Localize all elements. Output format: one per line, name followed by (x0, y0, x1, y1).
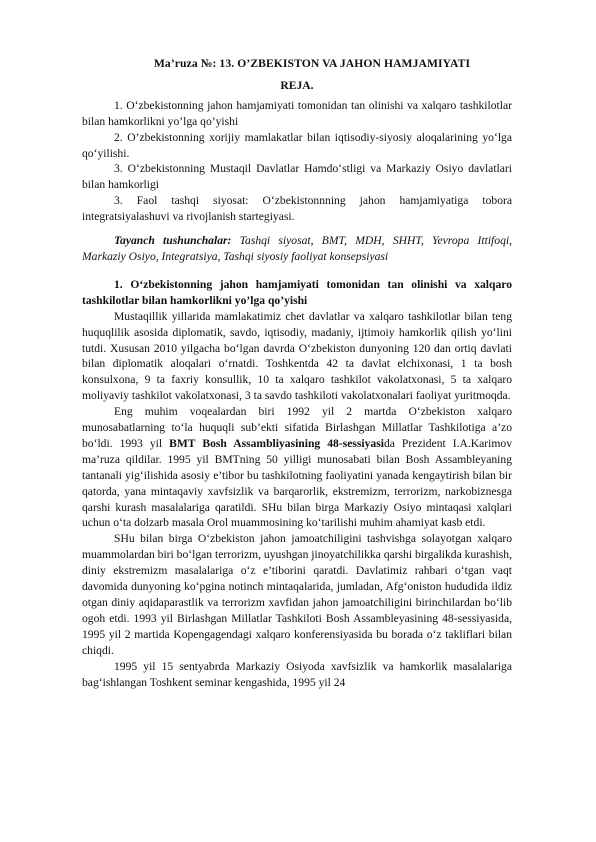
plan-item-text: O‘zbekistonning Mustaqil Davlatlar Hamdo‘stligi va Markaziy Osiyo davlatlari bilan hamkorligi (82, 162, 512, 192)
keywords-text: Tashqi siyosat, BMT, MDH, SHHT, Yevropa Ittifoqi, Markaziy Osiyo, Integratsiya, Tashqi siyosiy faoliyat konsepsiyasi (82, 234, 512, 263)
plan-item-4 (82, 193, 512, 225)
plan-heading: REJA. (280, 78, 314, 92)
document-page (82, 56, 512, 690)
paragraph-2-text-b: da Prezident I.A.Karimov ma’ruza qildilar. 1995 yil BMTning 50 yilligi munosabati bilan Bosh Assambleyaning tantanali yig‘ilishida asosiy e’tibor bu tashkilotning faoliyatini yanada kengaytirish bilan bir qatorda, yana mintaqaviy xavfsizlik va barqarorlik, ekstremizm, terrorizm, narkobiznesga qarshi kurash masalalariga qaratildi. SHu bilan birga Markaziy Osiyo mintaqasi xalqlari uchun o‘ta dolzarb masala Orol muammosining ko‘tarilishi muhim ahamiyat kasb etdi. (82, 436, 512, 530)
section-heading-text: 1. O‘zbekistonning jahon hamjamiyati tomonidan tan olinishi va xalqaro tashkilotlar bilan hamkorlikni yo’lga qo’yishi (82, 277, 512, 307)
paragraph-4: 1995 yil 15 sentyabrda Markaziy Osiyoda xavfsizlik va hamkorlik masalalariga bag‘ishlangan Toshkent seminar kengashida, 1995 yil 24 (82, 659, 512, 689)
plan-item-text: Faol tashqi siyosat: O‘zbekistonnning jahon hamjamiyatiga tobora integratsiyalashuvi va rivojlanish startegiyasi. (82, 194, 512, 224)
paragraph-3: SHu bilan birga O‘zbekiston jahon jamoatchiligini tashvishga solayotgan xalqaro muammolardan biri bo‘lgan terrorizm, uyushgan jinoyatchilikka qarshi birgalikda kurashish, diniy ekstremizm masalalariga o‘z e’tiborini qaratdi. Davlatimiz rahbari o‘tgan vaqt davomida dunyoning ko‘pgina notinch mintaqalarida, jumladan, Afg‘oniston hududida ildiz otgan diniy aqidaparastlik va terrorizm xavfidan jahon jamoatchiligini birinchilardan bo‘lib ogoh etdi. 1993 yil Birlashgan Millatlar Tashkiloti Bosh Assambleyasining 48-sessiyasida, 1995 yil 2 martida Kopengagendagi xalqaro konferensiyasida bu borada o‘z takliflari bilan chiqdi. (82, 532, 512, 657)
plan-item-number: 3. (114, 194, 123, 208)
plan-item-number: 2. (114, 130, 123, 144)
plan-item-number: 3. (114, 162, 123, 176)
plan-item-text: O’zbekistonning xorijiy mamlakatlar bilan iqtisodiy-siyosiy aloqalarining yo‘lga qo‘yilishi. (82, 130, 512, 160)
plan-item-text: O‘zbekistonning jahon hamjamiyati tomonidan tan olinishi va xalqaro tashkilotlar bilan hamkorlikni yo’lga qo’yishi (82, 98, 512, 128)
keywords-label: Tayanch tushunchalar: (114, 234, 232, 248)
plan-item-number: 1. (114, 98, 123, 112)
plan-item-3 (82, 161, 512, 193)
paragraph-2-text-a: Eng muhim voqealardan biri 1992 yil 2 martda O‘zbekiston xalqaro munosabatlarning to‘la huquqli sub’ekti sifatida Birlashgan Millatlar Tashkilotiga a’zo bo‘ldi. 1993 yil (82, 405, 512, 450)
section-heading (82, 277, 512, 309)
paragraph-2-bold: BMT Bosh Assambliyasining 48-sessiyasi (169, 436, 384, 450)
lecture-title: Ma’ruza №: 13. O’ZBEKISTON VA JAHON HAMJAMIYATI (153, 57, 471, 70)
paragraph-1: Mustaqillik yillarida mamlakatimiz chet davlatlar va xalqaro tashkilotlar bilan teng huquqlilik asosida diplomatik, savdo, iqtisodiy, madaniy, ijtimoiy hamkorlik qilish yo‘lini tutdi. Xususan 2010 yilgacha bo‘lgan davrda O‘zbekiston dunyoning 120 dan ortiq davlati bilan diplomatik aloqalari o‘rnatdi. Toshkentda 42 ta davlat elchixonasi, 1 ta bosh konsulxona, 9 ta faxriy konsullik, 10 ta xalqaro tashkilot vakolatxonasi, 5 ta xalqaro moliyaviy tashkilot vakolatxonasi, 3 ta savdo tashkiloti vakolatxonalari faoliyat yuritmoqda. (82, 309, 512, 403)
paragraph-2 (82, 404, 512, 531)
plan-item-2 (82, 130, 512, 162)
keywords-paragraph (82, 233, 512, 265)
plan-item-1 (82, 98, 512, 130)
